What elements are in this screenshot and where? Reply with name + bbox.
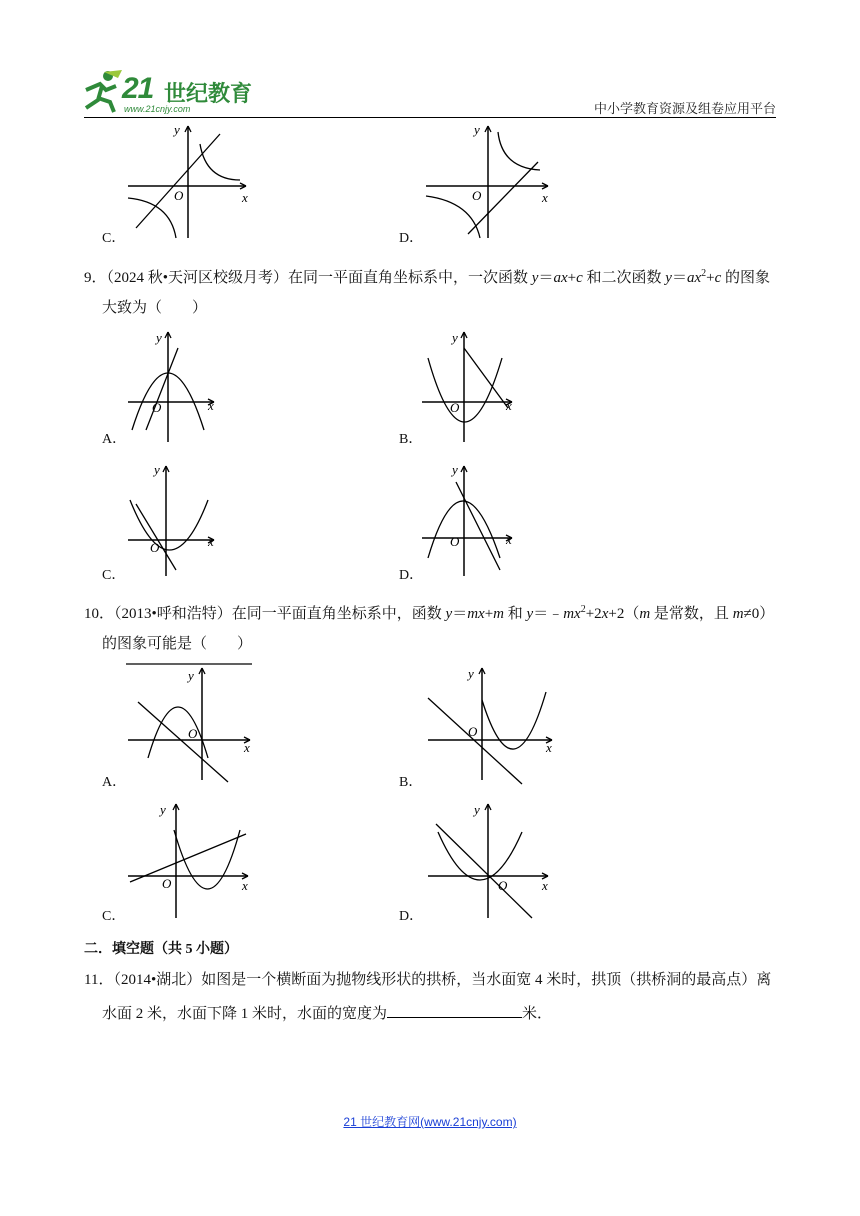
axis-x-label: x	[542, 190, 548, 205]
runner-logo-icon	[78, 68, 126, 114]
axis-x-label: x	[546, 740, 552, 755]
origin-label: O	[450, 534, 460, 549]
header-divider	[84, 117, 776, 118]
q9-option-a-label: A．	[102, 432, 127, 447]
q9-stem-line1: 9．（2024 秋•天河区校级月考）在同一平面直角坐标系中，一次函数 y＝ax+c 和二次函数 $y=ax^2+c$ 的图象	[84, 268, 771, 286]
q9-graph-d	[420, 460, 520, 578]
axis-x-label: x	[242, 190, 248, 205]
origin-label: O	[174, 188, 184, 203]
q9-graph-a	[126, 326, 222, 444]
axis-x-label: x	[208, 398, 214, 413]
axis-x-label: x	[542, 878, 548, 893]
header-title: 中小学教育资源及组卷应用平台	[593, 102, 776, 117]
q8-option-c-label: C．	[102, 231, 126, 246]
q10-graph-c	[124, 798, 256, 922]
section-title: 二．填空题（共 5 小题）	[84, 942, 238, 957]
origin-label: O	[450, 400, 460, 415]
q10-stem-line1: 10．（2013•呼和浩特）在同一平面直角坐标系中，函数 y＝mx+m 和 $y=﹣mx^2+2x+2(m$ 是常数，且 m≠0）	[84, 604, 775, 622]
q9-option-b-label: B．	[399, 432, 423, 447]
q10-option-a-label: A．	[102, 775, 127, 790]
logo-url: www.21cnjy.com	[124, 104, 191, 114]
q9-stem-line2: 大致为（ ）	[102, 300, 208, 316]
q10-graph-b	[424, 662, 558, 786]
axis-x-label: x	[208, 534, 214, 549]
axis-y-label: y	[452, 330, 458, 345]
logo-number: 21	[122, 72, 154, 105]
q10-option-d-label: D．	[399, 909, 424, 924]
axis-y-label: y	[474, 122, 480, 137]
q10-graph-d	[424, 798, 558, 922]
q10-option-b-label: B．	[399, 775, 423, 790]
q11-stem-line1: 11．（2014•湖北）如图是一个横断面为抛物线形状的拱桥，当水面宽 4 米时，拱顶（拱桥洞的最高点）离	[84, 972, 772, 988]
axis-x-label: x	[244, 740, 250, 755]
origin-label: O	[150, 540, 160, 555]
axis-y-label: y	[174, 122, 180, 137]
axis-x-label: x	[506, 398, 512, 413]
q10-graph-a	[124, 662, 256, 786]
axis-x-label: x	[242, 878, 248, 893]
q8-graph-c	[124, 122, 258, 240]
q9-graph-c	[126, 460, 222, 578]
axis-y-label: y	[474, 802, 480, 817]
q9-option-d-label: D．	[399, 568, 424, 583]
axis-y-label: y	[452, 462, 458, 477]
axis-y-label: y	[156, 330, 162, 345]
axis-y-label: y	[188, 668, 194, 683]
axis-y-label: y	[160, 802, 166, 817]
axis-y-label: y	[154, 462, 160, 477]
q9-option-c-label: C．	[102, 568, 126, 583]
q10-option-c-label: C．	[102, 909, 126, 924]
origin-label: O	[498, 878, 508, 893]
origin-label: O	[468, 724, 478, 739]
footer-link[interactable]: 21 世纪教育网(www.21cnjy.com)	[343, 1115, 517, 1129]
q8-graph-d	[422, 122, 556, 240]
q8-option-d-label: D．	[399, 231, 424, 246]
origin-label: O	[162, 876, 172, 891]
origin-label: O	[152, 400, 162, 415]
axis-x-label: x	[506, 532, 512, 547]
q10-stem-line2: 的图象可能是（ ）	[102, 636, 253, 652]
logo-text: 世纪教育	[164, 82, 253, 107]
q9-graph-b	[420, 326, 520, 444]
site-logo	[78, 68, 258, 114]
origin-label: O	[472, 188, 482, 203]
axis-y-label: y	[468, 666, 474, 681]
answer-blank[interactable]	[387, 1003, 522, 1018]
q11-stem-line2: 水面 2 米，水面下降 1 米时，水面的宽度为 米．	[102, 997, 552, 1031]
origin-label: O	[188, 726, 198, 741]
